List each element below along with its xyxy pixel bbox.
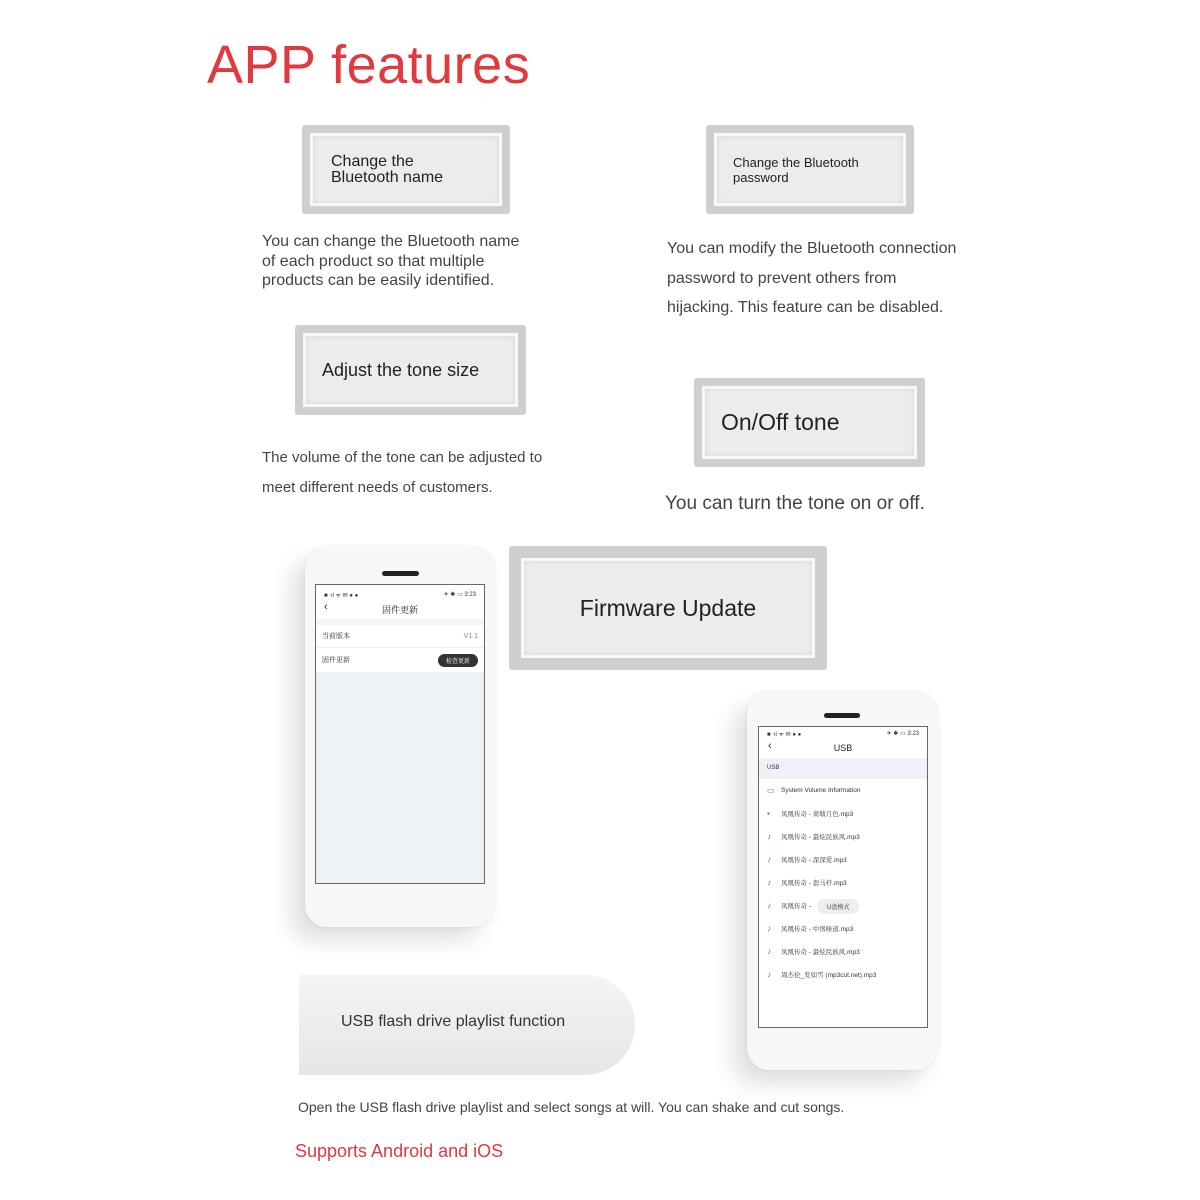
music-note-icon: ♪ bbox=[767, 947, 771, 956]
list-item[interactable]: ▭ System Volume Information bbox=[759, 779, 927, 802]
feature-box-onoff-tone bbox=[694, 378, 925, 467]
section-label-usb: USB bbox=[759, 758, 927, 779]
feature-desc-usb: Open the USB flash drive playlist and select songs at will. You can shake and cut songs. bbox=[298, 1099, 845, 1115]
page-title: APP features bbox=[207, 35, 531, 95]
feature-label-firmware-update: Firmware Update bbox=[521, 558, 815, 658]
feature-label-bluetooth-name: Change the Bluetooth name bbox=[310, 133, 502, 206]
list-item[interactable]: ♪ 周杰伦_发如雪 (mp3cut.net).mp3 bbox=[759, 963, 927, 986]
back-icon[interactable]: ‹ bbox=[768, 740, 772, 752]
usb-feature-label: USB flash drive playlist function bbox=[341, 1013, 566, 1030]
list-item[interactable]: ▪ 凤凰传奇 - 荷塘月色.mp3 bbox=[759, 802, 927, 825]
music-note-icon: ♪ bbox=[767, 901, 771, 910]
playing-icon: ▪ bbox=[767, 809, 770, 818]
phone-screen-usb bbox=[758, 726, 928, 1028]
feature-box-bluetooth-password bbox=[706, 125, 914, 214]
phone-mockup-usb bbox=[747, 692, 938, 1070]
music-note-icon: ♪ bbox=[767, 832, 771, 841]
list-item[interactable]: ♪ 凤凰传奇 - 套马杆.mp3 bbox=[759, 871, 927, 894]
feature-desc-bluetooth-name: You can change the Bluetooth name of each product so that multiple products can be easily identified. bbox=[262, 233, 520, 289]
feature-label-bluetooth-password: Change the Bluetooth password bbox=[714, 133, 906, 206]
current-version-value: V1.1 bbox=[463, 632, 478, 640]
list-item[interactable]: ♪ 凤凰传奇 - U盘模式 bbox=[759, 894, 927, 917]
feature-desc-onoff-tone: You can turn the tone on or off. bbox=[665, 493, 925, 514]
folder-icon: ▭ bbox=[767, 786, 775, 795]
feature-box-bluetooth-name bbox=[302, 125, 510, 214]
screen-header-usb: USB bbox=[833, 743, 853, 753]
music-note-icon: ♪ bbox=[767, 855, 771, 864]
list-item[interactable]: ♪ 凤凰传奇 - 最炫民族风.mp3 bbox=[759, 825, 927, 848]
music-note-icon: ♪ bbox=[767, 878, 771, 887]
firmware-update-label: 固件更新 bbox=[322, 657, 350, 664]
status-bar: ■ ᐧıl ᯤ ✉ ● ● ✈ ✱ ▭ 3:23 bbox=[324, 592, 476, 599]
music-note-icon: ♪ bbox=[767, 924, 771, 933]
status-bar: ■ ᐧıl ᯤ ✉ ● ● ✈ ✱ ▭ 3:23 bbox=[767, 731, 919, 738]
list-item[interactable]: ♪ 凤凰传奇 - 深深爱.mp3 bbox=[759, 848, 927, 871]
phone-speaker bbox=[824, 713, 860, 718]
support-platforms: Supports Android and iOS bbox=[295, 1141, 504, 1161]
check-update-button[interactable]: 检查更新 bbox=[438, 654, 478, 667]
list-item bbox=[316, 648, 484, 673]
feature-desc-bluetooth-password: You can modify the Bluetooth connection password to prevent others from hijacking. This feature can be disabled. bbox=[667, 240, 957, 317]
usb-flash-drive-banner bbox=[299, 975, 635, 1075]
feature-desc-tone-size: The volume of the tone can be adjusted to meet different needs of customers. bbox=[262, 449, 543, 496]
screen-header-firmware: 固件更新 bbox=[381, 604, 418, 615]
feature-label-onoff-tone: On/Off tone bbox=[702, 386, 917, 459]
phone-mockup-firmware bbox=[305, 547, 495, 927]
feature-box-tone-size bbox=[295, 325, 526, 415]
phone-speaker bbox=[382, 571, 419, 576]
list-item[interactable]: ♪ 凤凰传奇 - 最炫民族风.mp3 bbox=[759, 940, 927, 963]
list-item[interactable]: ♪ 凤凰传奇 - 中国味道.mp3 bbox=[759, 917, 927, 940]
feature-label-tone-size: Adjust the tone size bbox=[303, 333, 518, 407]
usb-mode-toast: U盘模式 bbox=[817, 899, 859, 914]
current-version-label: 当前版本 bbox=[322, 633, 350, 640]
list-item bbox=[316, 625, 484, 648]
phone-screen-firmware bbox=[315, 584, 485, 884]
music-note-icon: ♪ bbox=[767, 970, 771, 979]
feature-box-firmware-update bbox=[509, 546, 827, 670]
back-icon[interactable]: ‹ bbox=[324, 601, 328, 613]
